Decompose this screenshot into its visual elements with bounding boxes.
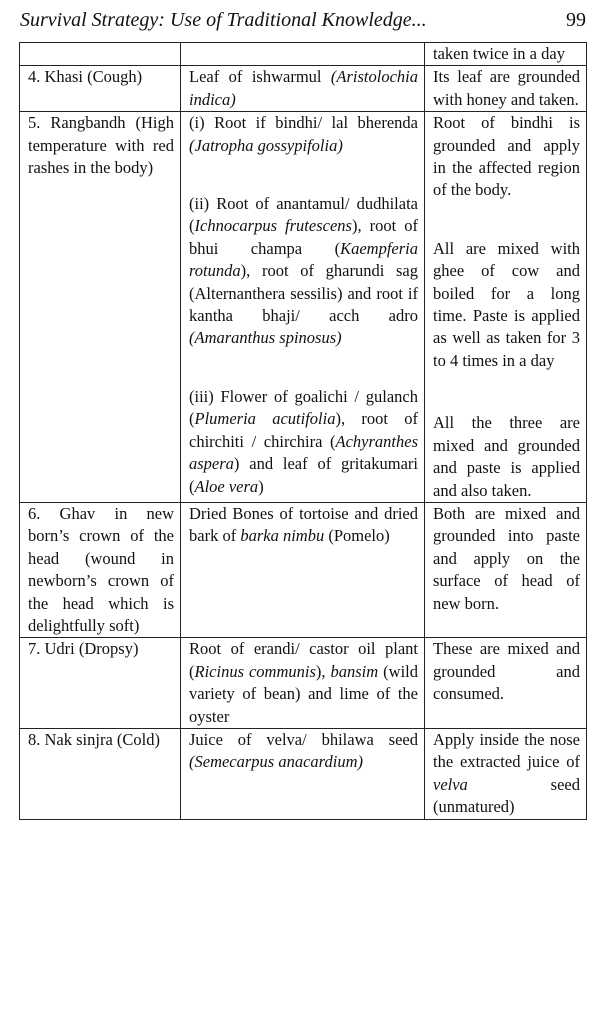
disease-cell: 8. Nak sinjra (Cold): [20, 728, 181, 819]
remedy-cell: [181, 66, 425, 112]
method-cell: [425, 638, 587, 729]
remedy-table: [19, 42, 587, 820]
remedy-item: [189, 66, 418, 111]
table-row: [20, 638, 587, 729]
species-name: (Jatropha gossypifolia): [189, 135, 343, 155]
disease-cell: [20, 43, 181, 66]
disease-cell: 7. Udri (Dropsy): [20, 638, 181, 729]
remedy-text: (Pomelo): [324, 526, 390, 546]
table-row: [20, 728, 587, 819]
method-cell: [425, 502, 587, 637]
species-name: barka nimbu: [240, 526, 325, 546]
method-fragment: Apply inside the nose the extracted juice of: [433, 729, 580, 772]
running-title: Survival Strategy: Use of Traditional Knowledge...: [20, 9, 427, 31]
species-name: (Semecarpus anacardium): [189, 752, 363, 772]
species-name: velva: [433, 774, 468, 794]
method-cell: [425, 66, 587, 112]
remedy-text: (iii) Flower of goalichi / gulanch (: [189, 386, 418, 429]
method-text: Root of bindhi is grounded and apply in the affected region of the body.: [433, 113, 580, 200]
method-text: Its leaf are grounded with honey and taken.: [433, 67, 580, 109]
remedy-text: ),: [315, 661, 331, 681]
disease-cell: 4. Khasi (Cough): [20, 66, 181, 112]
method-text: Both are mixed and grounded into paste and apply on the surface of head of new born.: [433, 503, 580, 613]
method-text: All are mixed with ghee of cow and boiled for a long time. Paste is applied as well as taken for 3 to 4 times in a day: [433, 238, 580, 370]
table-row: [20, 43, 587, 66]
remedy-text: ), root of bhui champa (: [189, 216, 419, 258]
method-cell: [425, 112, 587, 503]
disease-cell: 6. Ghav in new born’s crown of the head (wound in newborn’s crown of the head which is delightfully soft): [20, 502, 181, 637]
species-name: Kaempferia rotunda: [189, 238, 418, 281]
species-name: (Amaranthus spinosus): [189, 328, 342, 348]
species-name: bansim: [330, 661, 379, 681]
species-name: (Aristolochia indica): [189, 67, 418, 109]
remedy-text: ), root of gharundi sag (Alternanthera sessilis) and root if kantha bhaji/ acch adro: [189, 261, 418, 326]
remedy-cell: [181, 728, 425, 819]
page-number: 99: [566, 9, 586, 31]
species-name: Plumeria acutifolia: [194, 409, 336, 429]
method-cell: [425, 43, 587, 66]
remedy-cell: [181, 112, 425, 503]
page-header: [20, 7, 586, 33]
remedy-text: ): [258, 476, 264, 496]
method-text: All the three are mixed and grounded and paste is applied and also taken.: [433, 413, 580, 500]
remedy-text: Dried Bones of tortoise and dried bark of: [189, 503, 418, 546]
remedy-cell: [181, 502, 425, 637]
remedy-cell: [181, 43, 425, 66]
remedy-item: [189, 112, 418, 157]
table-row: [20, 502, 587, 637]
remedy-text: (i) Root if bindhi/ lal bherenda: [189, 113, 418, 133]
remedy-text: (wild variety of bean) and lime of the oyster: [189, 661, 418, 726]
remedy-item: [189, 638, 418, 728]
remedy-item: [189, 729, 418, 774]
remedy-item: [189, 386, 418, 498]
remedy-item: [189, 503, 418, 548]
method-text: taken twice in a day: [433, 44, 565, 63]
table-row: [20, 66, 587, 112]
remedy-text: Leaf of ishwarmul: [189, 67, 331, 87]
method-text: [433, 730, 580, 816]
species-name: Achyranthes aspera: [189, 431, 418, 474]
species-name: Ricinus communis: [194, 661, 316, 681]
remedy-text: Juice of velva/ bhilawa seed: [189, 729, 418, 749]
method-text: These are mixed and grounded and consumed.: [433, 639, 580, 704]
species-name: Aloe vera: [194, 476, 259, 496]
table-row: [20, 112, 587, 503]
remedy-item: [189, 193, 418, 350]
remedy-cell: [181, 638, 425, 729]
remedy-text: ), root of chirchiti / chirchira (: [189, 409, 418, 451]
disease-cell: 5. Rangbandh (High temperature with red rashes in the body): [20, 112, 181, 503]
method-cell: [425, 728, 587, 819]
species-name: Ichnocarpus frutescens: [194, 216, 352, 236]
remedy-text: ) and leaf of gritakumari (: [189, 454, 418, 496]
method-fragment: seed (unmatured): [433, 774, 580, 817]
remedy-text: (ii) Root of anantamul/ dudhilata (: [189, 194, 418, 236]
remedy-text: Root of erandi/ castor oil plant (: [189, 639, 418, 681]
